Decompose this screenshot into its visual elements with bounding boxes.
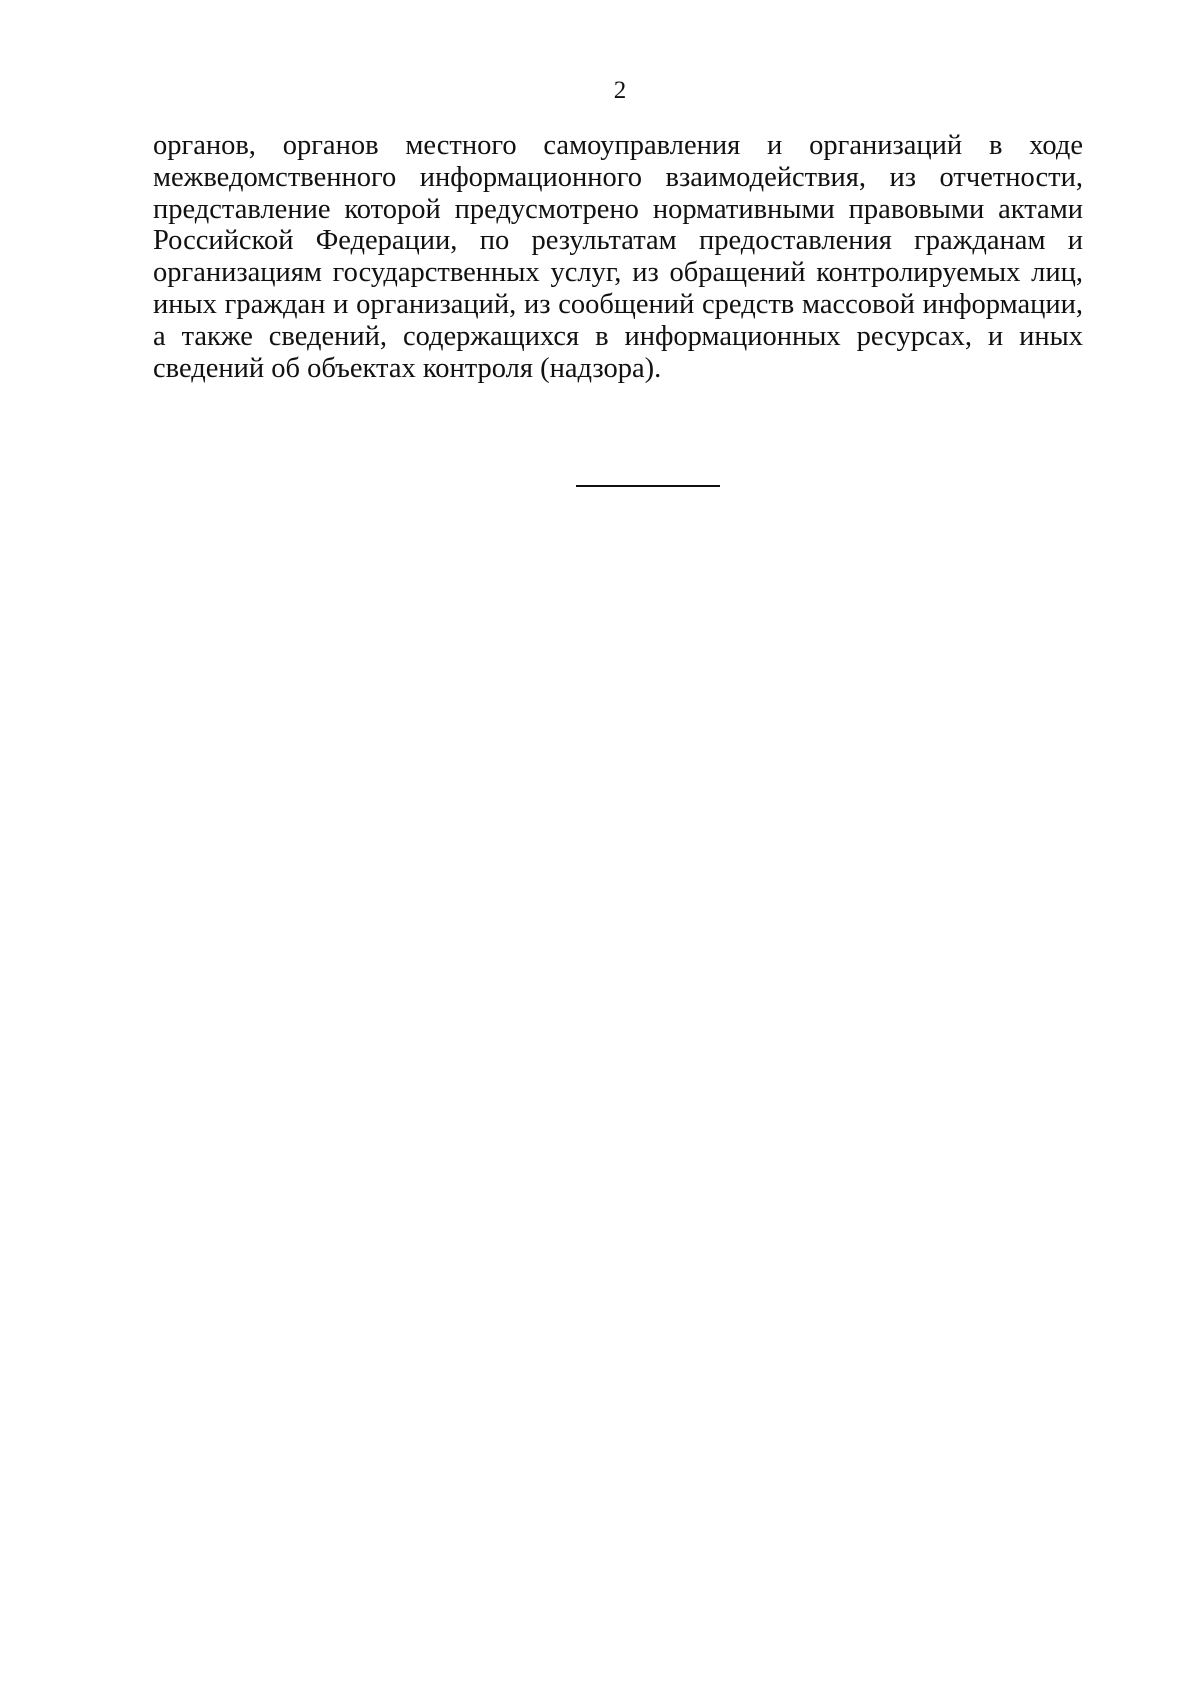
text-line: органов, органов местного самоуправления и организаций в ходе [153, 130, 1083, 161]
text-line: а также сведений, содержащихся в информационных ресурсах, и иных [153, 320, 1083, 352]
end-of-document-rule [576, 485, 720, 487]
text-line: межведомственного информационного взаимодействия, из отчетности, [153, 161, 1083, 193]
text-line: иных граждан и организаций, из сообщений средств массовой информации, [153, 288, 1083, 320]
page-number: 2 [613, 77, 627, 104]
text-line: Российской Федерации, по результатам предоставления гражданам и [153, 225, 1083, 257]
text-line: представление которой предусмотрено нормативными правовыми актами [153, 193, 1083, 225]
body-paragraph [153, 130, 1083, 384]
text-line: сведений об объектах контроля (надзора). [153, 352, 662, 384]
text-line: организациям государственных услуг, из обращений контролируемых лиц, [153, 257, 1083, 289]
